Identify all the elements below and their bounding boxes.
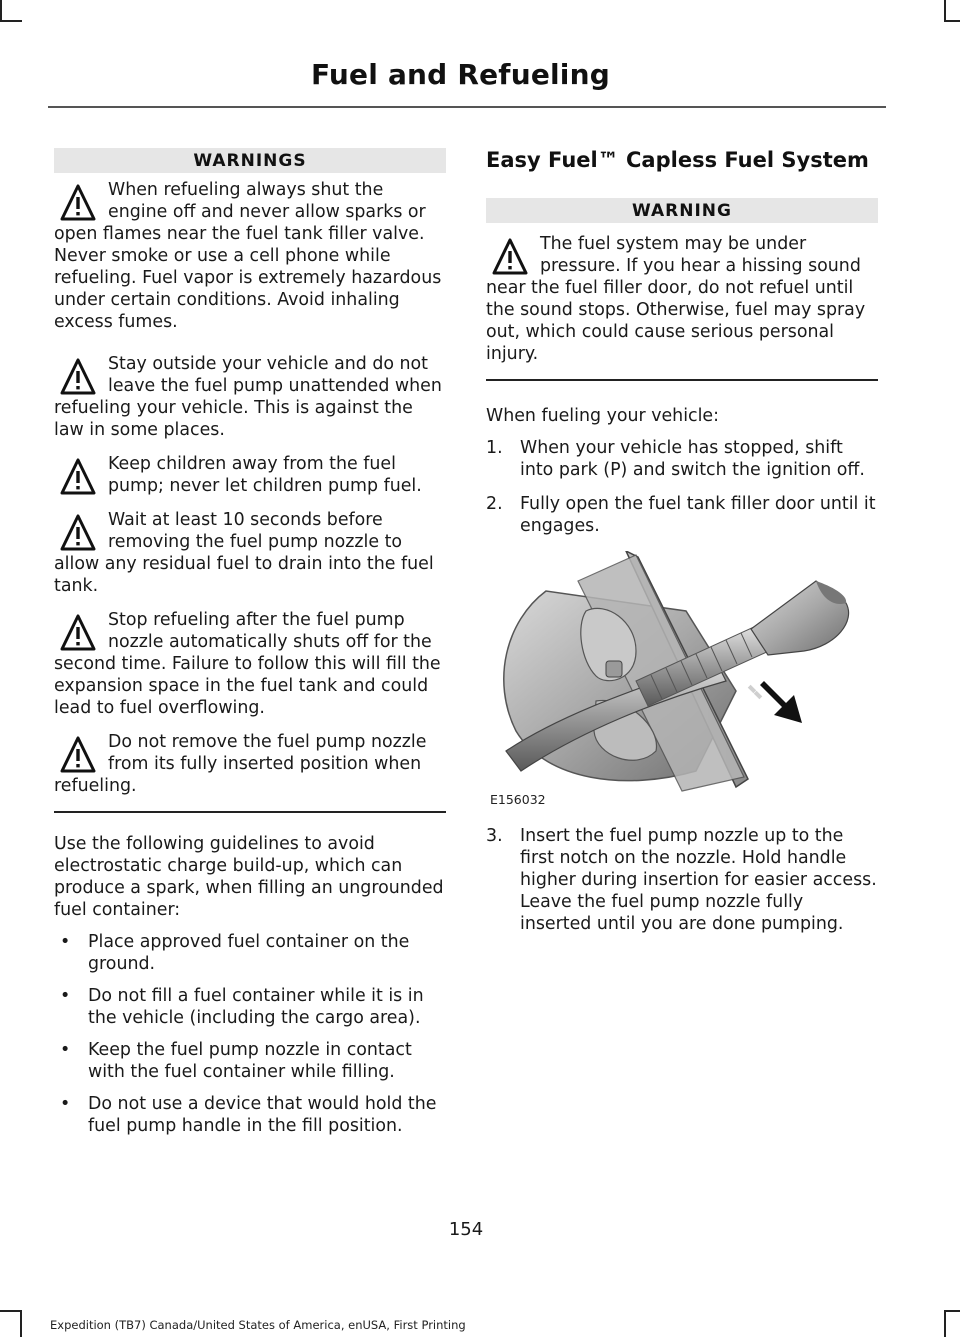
crop-mark [0,20,22,22]
electrostatic-intro: Use the following guidelines to avoid electrostatic charge build-up, which can produce a spark, when filling an ungrounded fuel container: [54,834,444,920]
warnings-heading: WARNINGS [54,148,446,173]
warning-triangle-icon [60,735,96,775]
page-number: 154 [448,1219,484,1240]
crop-mark [0,1310,22,1312]
crop-mark [0,0,2,22]
warning-item [486,233,878,365]
fueling-intro: When fueling your vehicle: [486,406,719,426]
warning-item [54,453,446,497]
warning-item [54,179,446,333]
step-text: Insert the fuel pump nozzle up to the first notch on the nozzle. Hold handle higher during insertion for easier access. Leave the fuel pump nozzle fully inserted until you are done pumping. [520,826,877,934]
warning-text: Stay outside your vehicle and do not leave the fuel pump unattended when refueling your vehicle. This is against the law in some places. [54,354,442,440]
list-item-text: Do not use a device that would hold the fuel pump handle in the fill position. [88,1094,437,1136]
warning-triangle-icon [60,357,96,397]
list-item [54,985,446,1029]
bullet-glyph: • [60,1094,71,1114]
warning-triangle-icon [60,183,96,223]
warning-text: Do not remove the fuel pump nozzle from its fully inserted position when refueling. [54,732,427,796]
warning-triangle-icon [60,513,96,553]
section-title: Easy Fuel™ Capless Fuel System [486,148,869,172]
list-item [54,931,446,975]
list-item-text: Keep the fuel pump nozzle in contact with the fuel container while filling. [88,1040,412,1082]
step-item [486,825,878,935]
warning-item [54,609,446,719]
warning-triangle-icon [60,613,96,653]
list-item-text: Do not fill a fuel container while it is in the vehicle (including the cargo area). [88,986,424,1028]
warning-text: Wait at least 10 seconds before removing the fuel pump nozzle to allow any residual fuel to drain into the fuel tank. [54,510,434,596]
page-title: Fuel and Refueling [310,58,610,91]
bullet-glyph: • [60,986,71,1006]
footer-text: Expedition (TB7) Canada/United States of America, enUSA, First Printing [50,1318,466,1332]
crop-mark [944,1310,946,1337]
list-item-text: Place approved fuel container on the ground. [88,932,410,974]
right-column [486,148,878,947]
fueling-steps [486,437,878,537]
step-item [486,437,878,481]
electrostatic-guidelines [54,931,446,1137]
step-number: 1. [486,438,503,458]
warnings-list [54,179,446,797]
step-number: 3. [486,826,503,846]
warning-text: Keep children away from the fuel pump; never let children pump fuel. [108,454,422,496]
fueling-steps-continued [486,825,878,935]
fuel-filler-nozzle-image [486,551,878,805]
warning-item [54,353,446,441]
warning-heading: WARNING [486,198,878,223]
crop-mark [944,20,960,22]
crop-mark [944,0,946,22]
figure-code: E156032 [490,792,546,807]
warning-text: Stop refueling after the fuel pump nozzle automatically shuts off for the second time. Failure to follow this will fill the expansion space in the fuel tank and could lead to fuel overflowing. [54,610,441,718]
step-text: When your vehicle has stopped, shift into park (P) and switch the ignition off. [520,438,865,480]
bullet-glyph: • [60,932,71,952]
left-column [54,148,446,1147]
bullet-glyph: • [60,1040,71,1060]
crop-mark [20,1310,22,1337]
step-text: Fully open the fuel tank filler door until it engages. [520,494,876,536]
step-number: 2. [486,494,503,514]
warning-triangle-icon [492,237,528,277]
header-rule [48,106,886,108]
warning-item [54,731,446,797]
warning-item [54,509,446,597]
warning-triangle-icon [60,457,96,497]
filler-door-illustration [486,551,878,805]
warning-end-rule [486,379,878,381]
warning-text: The fuel system may be under pressure. If you hear a hissing sound near the fuel filler door, do not refuel until the sound stops. Otherwise, fuel may spray out, which could cause serious personal injury. [486,234,866,364]
crop-mark [944,1310,960,1312]
warning-text: When refueling always shut the engine off and never allow sparks or open flames near the fuel tank filler valve. Never smoke or use a cell phone while refueling. Fuel vapor is extremely hazardous under certain conditions. Avoid inhaling excess fumes. [54,180,442,332]
list-item [54,1039,446,1083]
warnings-end-rule [54,811,446,813]
step-item [486,493,878,537]
list-item [54,1093,446,1137]
